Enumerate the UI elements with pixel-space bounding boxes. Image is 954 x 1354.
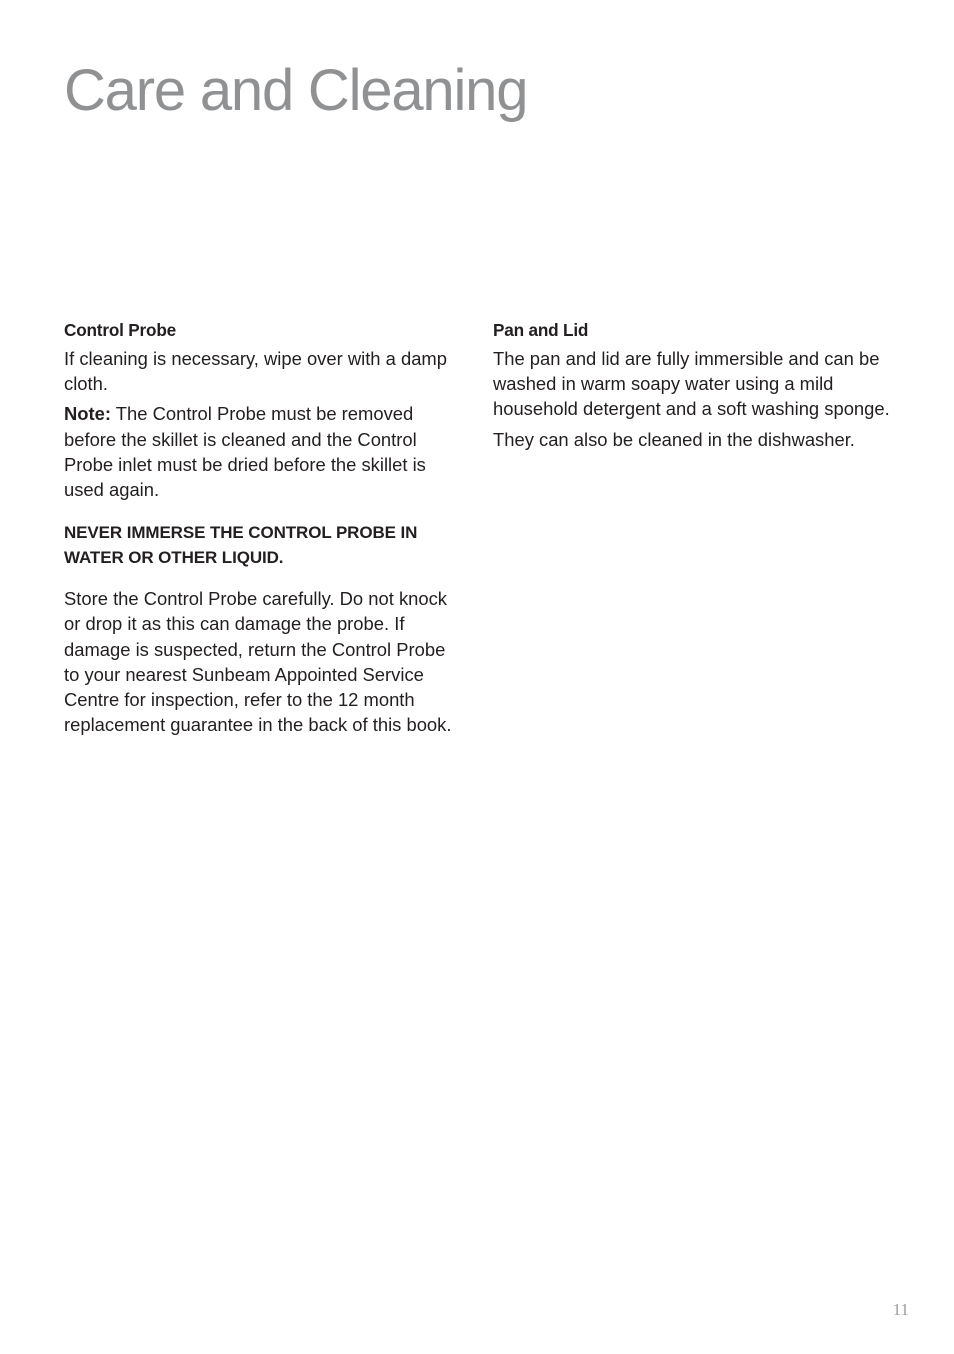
pan-and-lid-washing-text: The pan and lid are fully immersible and can be washed in warm soapy water using a mild household detergent and a soft washing sponge. <box>493 348 890 420</box>
immersion-warning <box>64 520 424 570</box>
pan-and-lid-section <box>493 318 893 452</box>
note-text: The Control Probe must be removed before the skillet is cleaned and the Control Probe inlet must be dried before the skillet is used again. <box>64 403 426 501</box>
control-probe-note <box>64 401 464 502</box>
page-number: 11 <box>892 1300 909 1319</box>
warning-line-1: NEVER IMMERSE THE CONTROL PROBE IN <box>64 523 418 543</box>
note-label: Note: <box>64 403 111 425</box>
control-probe-storage-text: Store the Control Probe carefully. Do not knock or drop it as this can damage the probe. If damage is suspected, return the Control Probe to your nearest Sunbeam Appointed Service Centre for inspection, refer to the 12 month replacement guarantee in the back of this book. <box>64 588 452 736</box>
page-title: Care and Cleaning <box>64 58 528 123</box>
control-probe-heading: Control Probe <box>64 320 176 340</box>
control-probe-cleaning-text: If cleaning is necessary, wipe over with a damp cloth. <box>64 348 447 395</box>
warning-line-2: WATER OR OTHER LIQUID. <box>64 548 284 568</box>
control-probe-section <box>64 318 464 737</box>
pan-and-lid-heading: Pan and Lid <box>493 320 589 340</box>
pan-and-lid-dishwasher-text: They can also be cleaned in the dishwasher. <box>493 428 855 450</box>
